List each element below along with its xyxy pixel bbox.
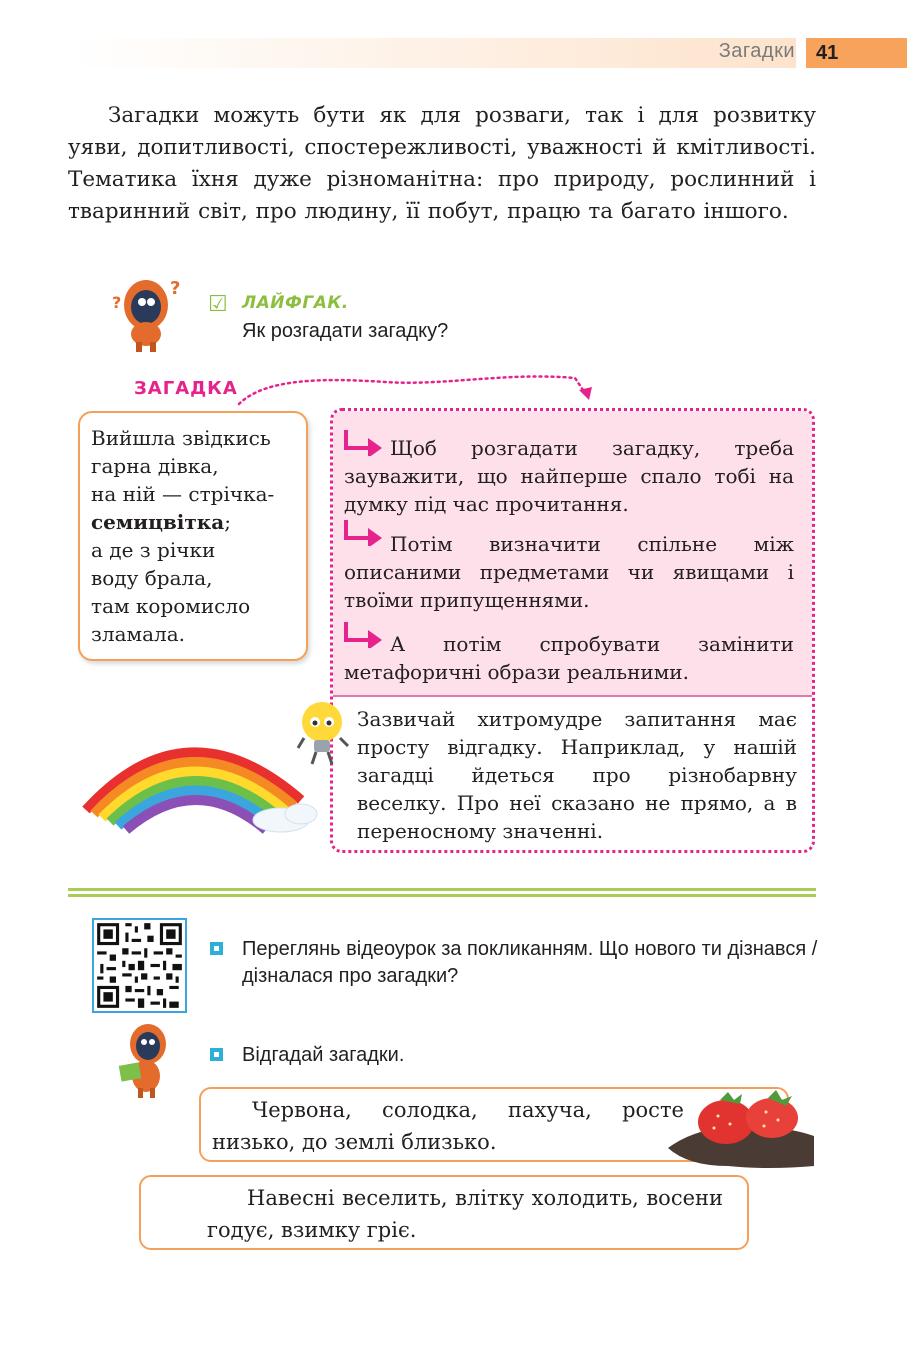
mascot-reading-illustration <box>116 1022 174 1102</box>
header-bar <box>72 38 796 68</box>
task-riddles: Відгадай загадки. <box>242 1044 405 1066</box>
riddle-line: на ній — стрічка- <box>91 482 275 506</box>
checkbox-icon: ☑ <box>208 292 228 317</box>
riddle-label: ЗАГАДКА <box>134 378 238 399</box>
tip-3: А потім спробувати замінити метафоричні образи реальними. <box>344 632 794 684</box>
riddle-line: гарна дівка, <box>91 454 219 478</box>
mascot-thinking-illustration <box>108 272 188 354</box>
tip-2: Потім визначити спільне між описаними предметами чи явищами і твоїми припущеннями. <box>344 532 794 612</box>
lifehack-question: Як розгадати загадку? <box>242 320 449 342</box>
qr-code-pattern <box>94 920 185 1011</box>
example-text: Зазвичай хитромудре запитання має просту відгадку. Наприклад, у нашій загадці йдеться про різнобарвну веселку. Про неї сказано не прямо, а в переносному значенні. <box>357 707 797 843</box>
riddle-1-text: Червона, солодка, пахуча, росте низько, до землі близько. <box>212 1098 684 1154</box>
section-divider <box>68 888 816 891</box>
riddle-2-text: Навесні веселить, влітку холодить, восени годує, взимку гріє. <box>207 1186 723 1242</box>
riddle-line: там коромисло <box>91 594 251 618</box>
tip-1: Щоб розгадати загадку, треба зауважити, що найперше спало тобі на думку під час прочитання. <box>344 436 794 516</box>
riddle-punct: ; <box>224 510 231 534</box>
riddle-line <box>91 510 231 534</box>
square-bullet-icon <box>210 1048 223 1061</box>
strawberry-illustration <box>668 1088 816 1170</box>
riddle-line: зламала. <box>91 622 186 646</box>
riddle-line: воду брала, <box>91 566 213 590</box>
task-video: Переглянь відеоурок за покликанням. Що нового ти дізнався / дізналася про загадки? <box>242 938 818 987</box>
lifehack-label: ЛАЙФГАК. <box>242 293 349 313</box>
intro-paragraph: Загадки можуть бути як для розваги, так і для розвитку уяви, допитливості, спостережливості, уважності й кмітливості. Тематика їхня дуже різноманітна: про природу, рослинний і тваринний світ, про людину, її побут, працю та багато іншого. <box>68 103 816 224</box>
section-divider <box>68 894 816 897</box>
qr-code[interactable] <box>92 918 187 1013</box>
square-bullet-icon <box>210 942 223 955</box>
svg-text:?: ? <box>112 293 122 312</box>
riddle-line: а де з річки <box>91 538 216 562</box>
riddle-bold-word: семицвітка <box>91 510 225 534</box>
riddle-line: Вийшла звідкись <box>91 426 271 450</box>
dotted-arrow-icon <box>235 368 600 408</box>
rainbow-illustration <box>76 710 326 835</box>
section-title: Загадки <box>718 40 795 62</box>
page-number: 41 <box>806 38 907 68</box>
svg-text:?: ? <box>170 278 181 299</box>
